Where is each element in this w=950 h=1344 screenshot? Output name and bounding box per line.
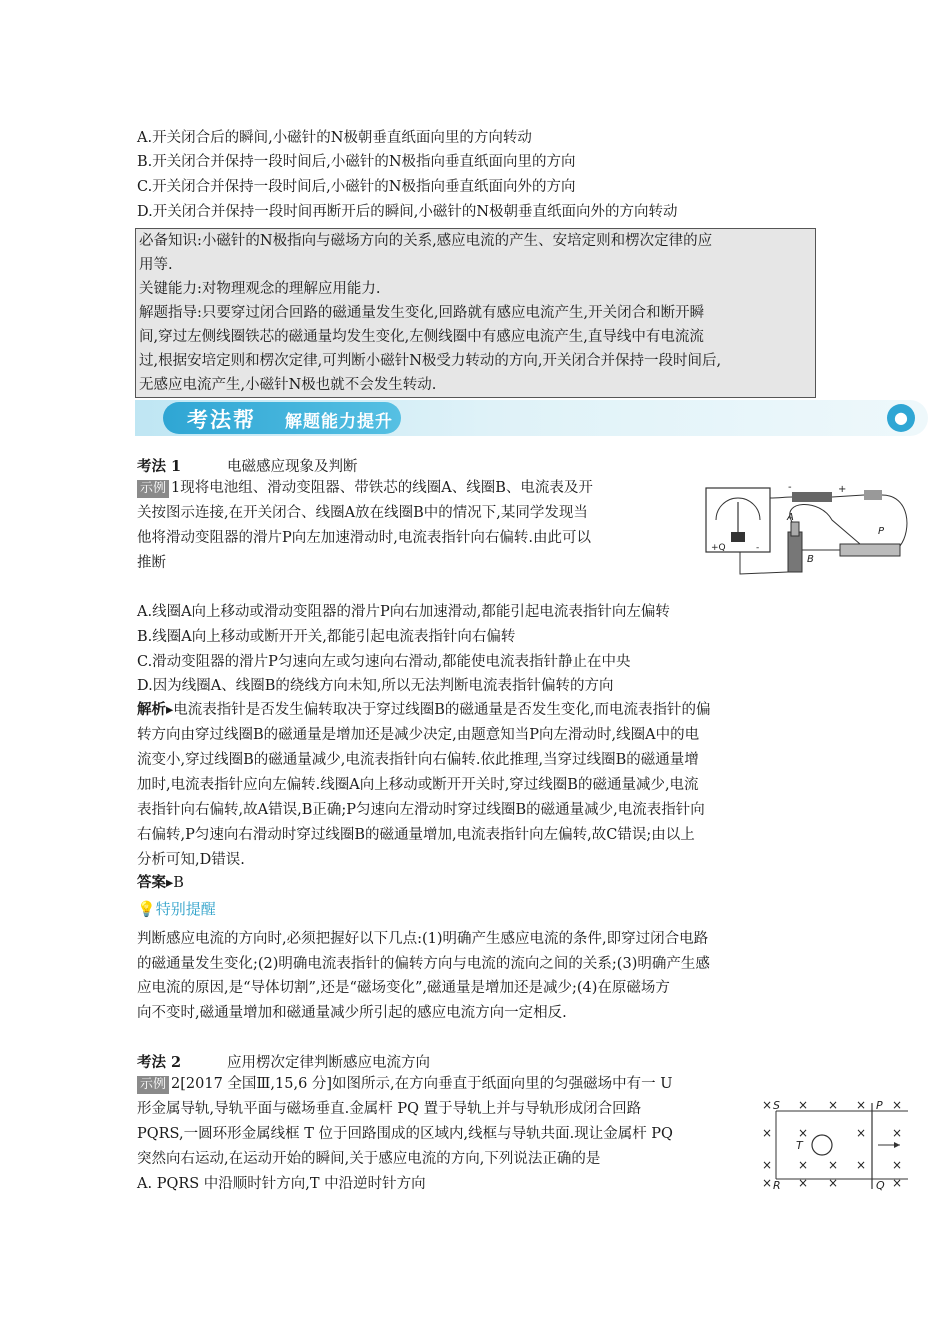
stem-line: 形金属导轨,导轨平面与磁场垂直.金属杆 PQ 置于导轨上并与导轨形成闭合回路 bbox=[137, 1101, 642, 1117]
tip-heading bbox=[137, 898, 216, 919]
guide-line: 解题指导:只要穿过闭合回路的磁通量发生变化,回路就有感应电流产生,开关闭合和断开瞬 bbox=[139, 305, 705, 321]
label-s: S bbox=[773, 1099, 780, 1112]
option-a: A.开关闭合后的瞬间,小磁针的N极朝垂直纸面向里的方向转动 bbox=[137, 130, 532, 146]
arrow-right-icon bbox=[894, 1142, 900, 1148]
example-number: 1 bbox=[171, 480, 181, 496]
banner-title: 考法帮 bbox=[187, 408, 256, 432]
coil-a-label: A bbox=[787, 512, 794, 523]
meter-plus-label: +Q bbox=[711, 543, 726, 553]
analysis-line: 转方向由穿过线圈B的磁通量是增加还是减少决定,由题意知当P向左滑动时,线圈A中的电 bbox=[137, 727, 700, 743]
option-b: B.开关闭合并保持一段时间后,小磁针的N极指向垂直纸面向里的方向 bbox=[137, 154, 576, 170]
answer-line bbox=[137, 871, 184, 895]
field-cross: × bbox=[762, 1099, 773, 1112]
battery-plus-label: + bbox=[838, 484, 847, 495]
stem-line: 推断 bbox=[137, 555, 166, 571]
method-label: 考法 1 bbox=[137, 458, 182, 475]
battery-minus-label: - bbox=[788, 482, 792, 493]
field-cross: × bbox=[762, 1158, 773, 1172]
section-banner bbox=[135, 400, 928, 436]
field-cross: × bbox=[828, 1176, 839, 1190]
meter-minus-label: - bbox=[756, 543, 760, 553]
analysis-label: 解析▸ bbox=[137, 701, 174, 718]
stem-line: [2017 全国Ⅲ,15,6 分]如图所示,在方向垂直于纸面向里的匀强磁场中有一 U bbox=[180, 1076, 673, 1092]
answer-label: 答案▸ bbox=[137, 874, 174, 891]
rheostat-icon bbox=[840, 544, 900, 556]
knowledge-line: 用等. bbox=[139, 257, 173, 273]
field-cross: × bbox=[762, 1126, 773, 1140]
analysis-line: 分析可知,D错误. bbox=[137, 852, 245, 868]
label-q: Q bbox=[876, 1179, 885, 1192]
example-2-stem bbox=[137, 1072, 673, 1096]
analysis-line: 解析▸电流表指针是否发生偏转取决于穿过线圈B的磁通量是否发生变化,而电流表指针的偏 bbox=[137, 701, 711, 718]
analysis-line: 表指针向右偏转,故A错误,B正确;P匀速向左滑动时穿过线圈B的磁通量减少,电流表指针向 bbox=[137, 802, 705, 818]
field-cross: × bbox=[892, 1176, 903, 1190]
method-1-heading bbox=[137, 455, 358, 476]
field-cross: × bbox=[856, 1158, 867, 1172]
method-title: 应用楞次定律判断感应电流方向 bbox=[227, 1055, 430, 1071]
stem-line: 他将滑动变阻器的滑片P向左加速滑动时,电流表指针向右偏转.由此可以 bbox=[137, 530, 591, 546]
analysis-line: 加时,电流表指针应向左偏转.线圈A向上移动或断开开关时,穿过线圈B的磁通量减少,电流 bbox=[137, 777, 699, 793]
coil-b-icon bbox=[788, 532, 802, 572]
option-c: C.开关闭合并保持一段时间后,小磁针的N极指向垂直纸面向外的方向 bbox=[137, 179, 576, 195]
field-cross: × bbox=[892, 1126, 903, 1140]
ability-line: 关键能力:对物理观念的理解应用能力. bbox=[139, 281, 381, 297]
field-cross: × bbox=[828, 1099, 839, 1112]
knowledge-box bbox=[135, 228, 816, 398]
lightbulb-icon: 💡 bbox=[137, 900, 156, 918]
analysis-line: 流变小,穿过线圈B的磁通量减少,电流表指针向右偏转.依此推理,当穿过线圈B的磁通量增 bbox=[137, 752, 699, 768]
option-c: C.滑动变阻器的滑片P匀速向左或匀速向右滑动,都能使电流表指针静止在中央 bbox=[137, 654, 631, 670]
field-cross: × bbox=[892, 1158, 903, 1172]
lightbulb-icon: ● bbox=[887, 404, 915, 432]
switch-icon bbox=[864, 490, 882, 500]
label-p: P bbox=[876, 1099, 883, 1112]
field-cross: × bbox=[856, 1126, 867, 1140]
example-tag: 示例 bbox=[137, 480, 169, 498]
stem-line: PQRS,一圆环形金属线框 T 位于回路围成的区域内,线框与导轨共面.现让金属杆 PQ bbox=[137, 1126, 673, 1142]
option-a: A. PQRS 中沿顺时针方向,T 中沿逆时针方向 bbox=[137, 1176, 426, 1192]
tip-line: 应电流的原因,是“导体切割”,还是“磁场变化”,磁通量是增加还是减少;(4)在原磁场方 bbox=[137, 980, 670, 996]
tip-line: 向不变时,磁通量增加和磁通量减少所引起的感应电流方向一定相反. bbox=[137, 1005, 567, 1021]
example-tag: 示例 bbox=[137, 1076, 169, 1094]
slider-label: P bbox=[878, 526, 885, 537]
option-a: A.线圈A向上移动或滑动变阻器的滑片P向右加速滑动,都能引起电流表指针向左偏转 bbox=[137, 604, 670, 620]
banner-subtitle: 解题能力提升 bbox=[285, 412, 393, 432]
method-2-heading bbox=[137, 1051, 430, 1072]
tip-title: 特别提醒 bbox=[155, 900, 216, 918]
coil-a-icon bbox=[791, 522, 799, 536]
example-1-stem bbox=[137, 476, 593, 500]
label-r: R bbox=[773, 1179, 781, 1192]
option-d: D.因为线圈A、线圈B的绕线方向未知,所以无法判断电流表指针偏转的方向 bbox=[137, 678, 614, 694]
field-cross: × bbox=[798, 1126, 809, 1140]
guide-line: 无感应电流产生,小磁针N极也就不会发生转动. bbox=[139, 377, 437, 393]
tip-line: 的磁通量发生变化;(2)明确电流表指针的偏转方向与电流的流向之间的关系;(3)明确产生感 bbox=[137, 956, 710, 972]
stem-line: 关按图示连接,在开关闭合、线圈A放在线圈B中的情况下,某同学发现当 bbox=[137, 505, 588, 521]
coil-b-label: B bbox=[807, 554, 814, 565]
circuit-figure bbox=[700, 480, 915, 580]
field-cross: × bbox=[892, 1099, 903, 1112]
method-title: 电磁感应现象及判断 bbox=[227, 459, 358, 475]
label-t: T bbox=[796, 1139, 803, 1152]
field-cross: × bbox=[828, 1158, 839, 1172]
answer-value: B bbox=[173, 875, 184, 891]
tip-line: 判断感应电流的方向时,必须把握好以下几点:(1)明确产生感应电流的条件,即穿过闭合电路 bbox=[137, 931, 709, 947]
option-b: B.线圈A向上移动或断开开关,都能引起电流表指针向右偏转 bbox=[137, 629, 516, 645]
option-d: D.开关闭合并保持一段时间再断开后的瞬间,小磁针的N极朝垂直纸面向外的方向转动 bbox=[137, 204, 678, 220]
ring-t bbox=[812, 1135, 832, 1155]
method-label: 考法 2 bbox=[137, 1054, 182, 1071]
stem-line: 突然向右运动,在运动开始的瞬间,关于感应电流的方向,下列说法正确的是 bbox=[137, 1151, 601, 1167]
field-cross: × bbox=[798, 1158, 809, 1172]
battery-icon bbox=[792, 492, 832, 502]
field-cross: × bbox=[798, 1176, 809, 1190]
field-cross: × bbox=[856, 1099, 867, 1112]
field-cross: × bbox=[798, 1099, 809, 1112]
field-cross: × bbox=[762, 1176, 773, 1190]
guide-line: 过,根据安培定则和楞次定律,可判断小磁针N极受力转动的方向,开关闭合并保持一段时间后, bbox=[139, 353, 722, 369]
magnetic-field-figure bbox=[758, 1099, 916, 1194]
analysis-line: 右偏转,P匀速向右滑动时穿过线圈B的磁通量增加,电流表指针向左偏转,故C错误;由以上 bbox=[137, 827, 695, 843]
guide-line: 间,穿过左侧线圈铁芯的磁通量均发生变化,左侧线圈中有感应电流产生,直导线中有电流流 bbox=[139, 329, 704, 345]
example-number: 2 bbox=[171, 1076, 181, 1092]
knowledge-line: 必备知识:小磁针的N极指向与磁场方向的关系,感应电流的产生、安培定则和楞次定律的应 bbox=[139, 233, 713, 249]
stem-line: 现将电池组、滑动变阻器、带铁芯的线圈A、线圈B、电流表及开 bbox=[180, 480, 593, 496]
